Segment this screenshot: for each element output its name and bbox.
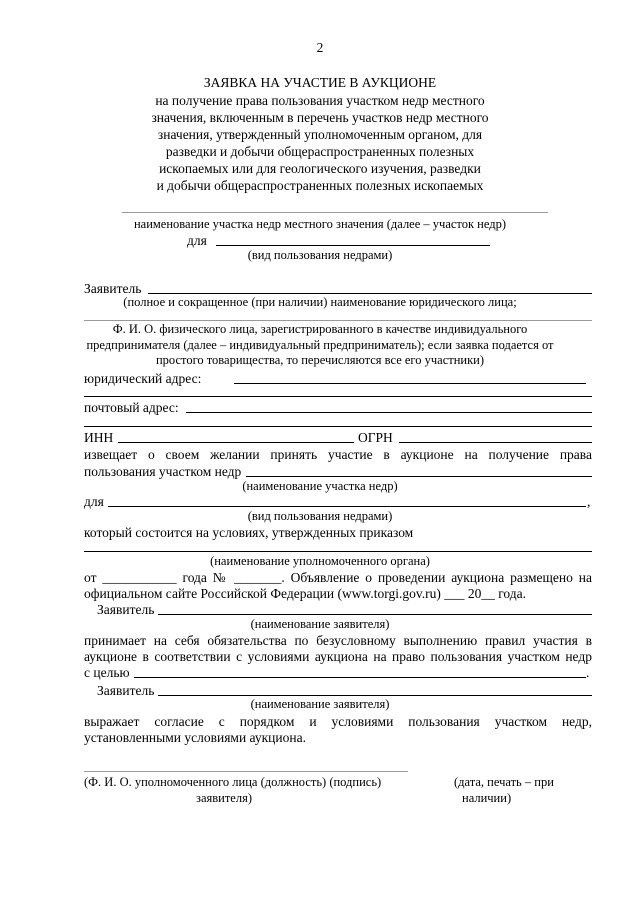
notice-text: пользования участком недр xyxy=(84,464,242,479)
purpose-field[interactable] xyxy=(134,677,586,678)
comma: , xyxy=(587,494,591,509)
legal-address-field-continued[interactable] xyxy=(84,396,592,397)
for-label-2: для xyxy=(84,494,104,509)
applicant-name-caption: (наименование заявителя) xyxy=(250,617,390,631)
subtitle-line: и добычи общераспространенных полезных ископаемых xyxy=(156,178,484,193)
document-title: ЗАЯВКА НА УЧАСТИЕ В АУКЦИОНЕ xyxy=(203,75,437,90)
applicant-name-caption-2: (наименование заявителя) xyxy=(250,697,390,711)
date-seal-caption: наличии) xyxy=(462,791,512,805)
postal-address-field[interactable] xyxy=(186,412,592,413)
use-type-field[interactable] xyxy=(216,245,490,246)
subtitle-line: значения, утвержденный уполномоченным органом, для xyxy=(157,127,483,142)
applicant-label-2: Заявитель xyxy=(97,602,155,617)
subtitle-line: на получение права пользования участком недр местного xyxy=(155,93,485,108)
ogrn-label: ОГРН xyxy=(358,430,393,445)
ogrn-field[interactable] xyxy=(399,442,592,443)
inn-field[interactable] xyxy=(118,442,354,443)
authority-caption: (наименование уполномоченного органа) xyxy=(210,554,430,568)
order-text: который состоится на условиях, утвержденных приказом xyxy=(84,525,414,540)
use-type-caption-2: (вид пользования недрами) xyxy=(247,509,393,523)
site-name-caption: наименование участка недр местного значения (далее – участок недр) xyxy=(133,217,507,231)
obligations-text: принимает на себя обязательства по безусловному выполнению правил участия в xyxy=(84,633,592,648)
site-name-field[interactable] xyxy=(122,212,548,213)
page-number: 2 xyxy=(316,40,324,55)
date-seal-caption: (дата, печать – при xyxy=(454,775,554,789)
signature-caption: заявителя) xyxy=(196,791,252,805)
site-name-field-2[interactable] xyxy=(246,476,592,477)
agreement-text: установленными условиями аукциона. xyxy=(84,730,306,745)
inn-label: ИНН xyxy=(84,430,114,445)
announcement-text: официальном сайте Российской Федерации (www.torgi.gov.ru) ___ 20__ года. xyxy=(84,586,527,601)
applicant-name-field[interactable] xyxy=(158,614,592,615)
site-name-caption-2: (наименование участка недр) xyxy=(242,479,398,493)
fio-caption-line: Ф. И. О. физического лица, зарегистрированного в качестве индивидуального xyxy=(112,322,528,336)
legal-address-field[interactable] xyxy=(234,383,586,384)
subtitle-line: значения, включенным в перечень участков недр местного xyxy=(151,110,489,125)
period: . xyxy=(586,665,590,680)
obligations-text: аукционе в соответствии с условиями аукциона на право пользования участком недр xyxy=(84,649,592,664)
signature-field[interactable] xyxy=(84,771,408,772)
subtitle-line: разведки и добычи общераспространенных полезных xyxy=(165,144,475,159)
applicant-caption: (полное и сокращенное (при наличии) наименование юридического лица; xyxy=(123,295,517,309)
subtitle-line: ископаемых или для геологического изучения, разведки xyxy=(159,161,481,176)
applicant-field[interactable] xyxy=(148,293,592,294)
for-label: для xyxy=(187,233,207,248)
applicant-name-field-2[interactable] xyxy=(158,695,592,696)
postal-address-label: почтовый адрес: xyxy=(84,400,179,415)
legal-address-label: юридический адрес: xyxy=(84,371,202,386)
signature-caption: (Ф. И. О. уполномоченного лица (должность) (подпись) xyxy=(84,775,382,789)
applicant-field-continued[interactable] xyxy=(84,320,592,321)
use-type-caption: (вид пользования недрами) xyxy=(247,248,393,262)
postal-address-field-continued[interactable] xyxy=(84,426,592,427)
agreement-text: выражает согласие с порядком и условиями пользования участком недр, xyxy=(84,714,592,729)
fio-caption-line: простого товарищества, то перечисляются все его участники) xyxy=(155,353,485,367)
obligations-text: с целью xyxy=(84,665,130,680)
applicant-label-3: Заявитель xyxy=(97,683,155,698)
authority-field[interactable] xyxy=(84,551,592,552)
applicant-label: Заявитель xyxy=(84,281,142,296)
use-type-field-2[interactable] xyxy=(108,506,586,507)
announcement-text: от ___________ года № _______. Объявление о проведении аукциона размещено на xyxy=(84,570,592,585)
notice-text: извещает о своем желании принять участие в аукционе на получение права xyxy=(84,447,592,462)
fio-caption-line: предпринимателя (далее – индивидуальный предприниматель); если заявка подается от xyxy=(86,338,554,352)
